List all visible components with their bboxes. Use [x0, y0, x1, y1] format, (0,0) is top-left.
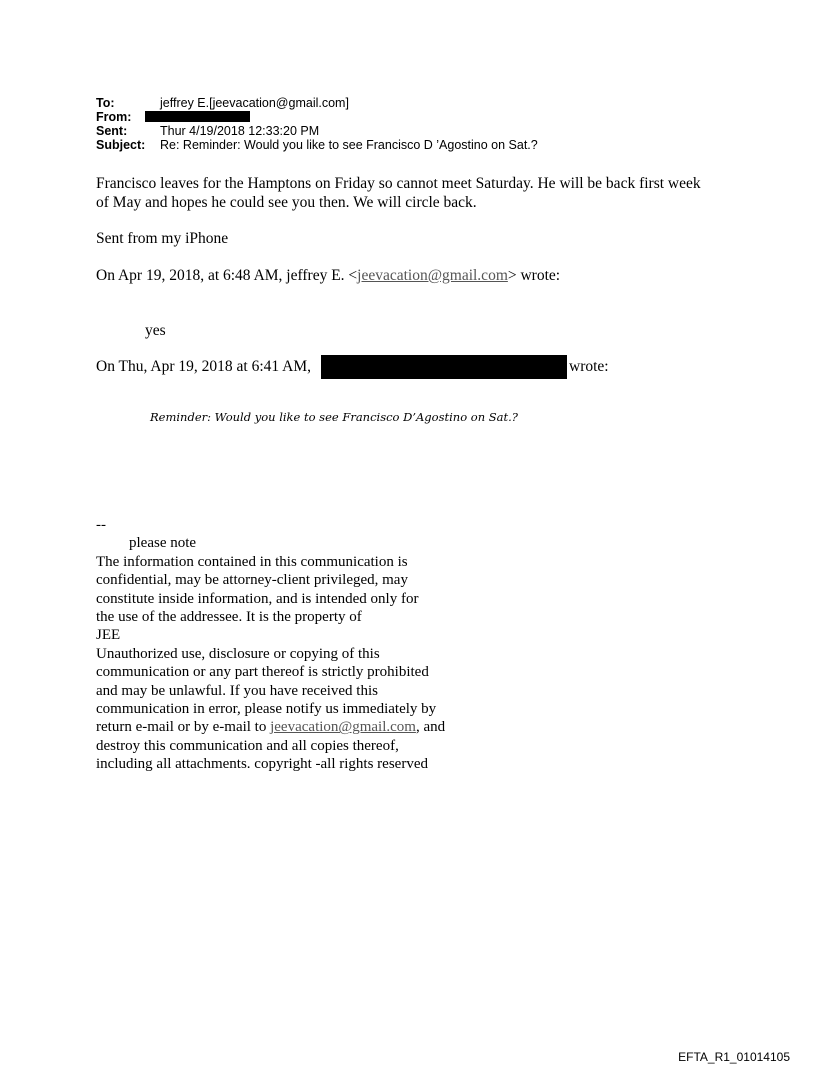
subject-label: Subject: — [96, 138, 146, 152]
disclaimer-email-link[interactable]: jeevacation@gmail.com — [270, 719, 416, 736]
body-line-1: Francisco leaves for the Hamptons on Friday so cannot meet Saturday. He will be back first week — [96, 175, 701, 192]
disclaimer-line: constitute inside information, and is intended only for — [96, 590, 419, 607]
from-redaction — [145, 111, 250, 122]
disclaimer-dashes: -- — [96, 517, 106, 533]
document-id: EFTA_R1_01014105 — [678, 1050, 790, 1064]
disclaimer-line: communication in error, please notify us immediately by — [96, 701, 437, 718]
disclaimer-email-suffix: , and — [415, 719, 446, 736]
disclaimer-line: confidential, may be attorney-client privileged, may — [96, 572, 408, 589]
disclaimer-email-prefix: return e-mail or by e-mail to — [96, 719, 271, 736]
disclaimer-line: including all attachments. copyright -all rights reserved — [96, 756, 428, 773]
to-value: jeffrey E.[jeevacation@gmail.com] — [160, 96, 349, 110]
disclaimer-please-note: please note — [129, 535, 197, 552]
disclaimer-line: communication or any part thereof is strictly prohibited — [96, 664, 429, 681]
quote-header-1 — [96, 266, 560, 285]
disclaimer-line: The information contained in this communication is — [96, 553, 408, 570]
quote1-suffix: > wrote: — [507, 267, 561, 284]
disclaimer-line: the use of the addressee. It is the property of — [96, 609, 362, 626]
body-line-2: of May and hopes he could see you then. We will circle back. — [96, 194, 477, 211]
disclaimer-line: JEE — [96, 627, 121, 644]
from-label: From: — [96, 110, 132, 124]
quote1-prefix: On Apr 19, 2018, at 6:48 AM, jeffrey E. < — [96, 267, 358, 284]
sent-label: Sent: — [96, 124, 128, 138]
sent-value: Thur 4/19/2018 12:33:20 PM — [160, 124, 320, 138]
disclaimer-line-email — [96, 718, 445, 736]
reminder-line: Reminder: Would you like to see Francisco D’Agostino on Sat.? — [150, 410, 518, 424]
disclaimer-line: Unauthorized use, disclosure or copying of this — [96, 645, 380, 662]
to-label: To: — [96, 96, 115, 110]
reply-yes: yes — [145, 322, 166, 339]
sender-redaction — [321, 355, 567, 379]
quote2-prefix: On Thu, Apr 19, 2018 at 6:41 AM, — [96, 358, 311, 375]
disclaimer-line: and may be unlawful. If you have received this — [96, 682, 378, 699]
signature: Sent from my iPhone — [96, 230, 229, 247]
subject-value: Re: Reminder: Would you like to see Francisco D ’Agostino on Sat.? — [160, 138, 538, 152]
quote2-suffix: wrote: — [569, 358, 609, 375]
disclaimer — [96, 516, 445, 774]
quote1-email-link[interactable]: jeevacation@gmail.com — [357, 267, 508, 284]
disclaimer-line: destroy this communication and all copies thereof, — [96, 737, 399, 754]
